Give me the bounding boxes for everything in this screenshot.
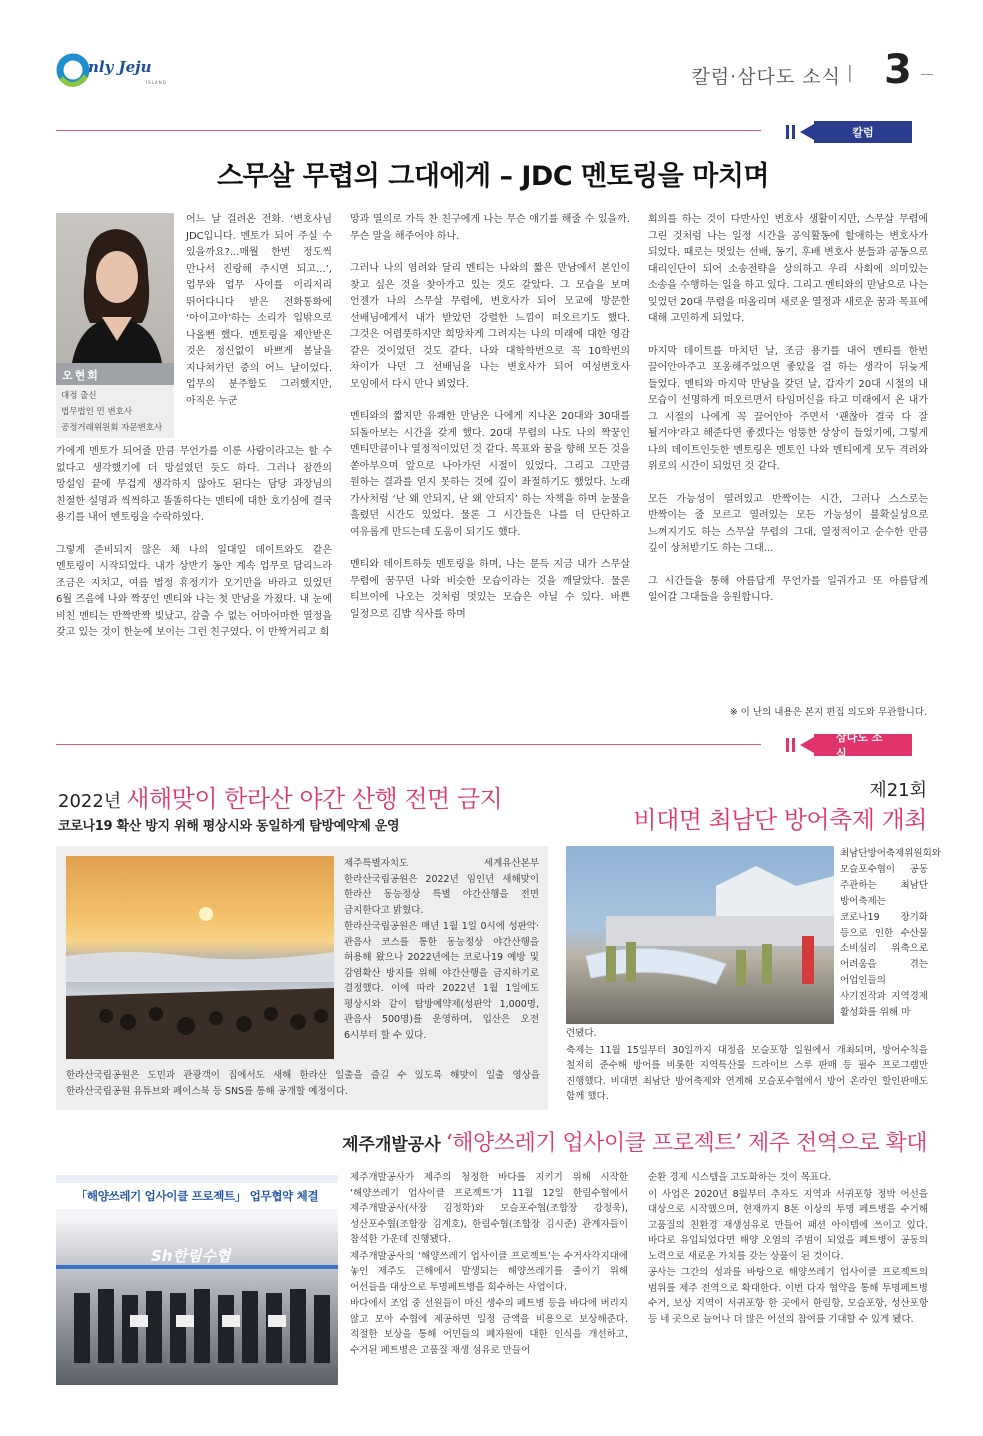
festival-parade-icon <box>566 846 834 1024</box>
masthead-logo <box>56 48 196 90</box>
article3-paragraph: 바다에서 조업 중 선원들이 마신 생수의 페트병 등을 바다에 버리지 않고 모아 수협에 제공하면 일정 금액을 비용으로 보상해준다. 적절한 보상을 통해 어민들의 폐자원에 대한 인식을 개선하고, 수거된 페트병은 고품질 재생 섬유로 만들어 <box>350 1298 628 1356</box>
article3-paragraph: 제주개발공사가 제주의 청정한 바다를 지키기 위해 시작한 ‘해양쓰레기 업사이클 프로젝트’가 11월 12일 한림수협에서 제주개발공사(사장 김정학)와 모슬포수협(조합장 강정욱), 성산포수협(조합장 김계호), 한림수협(조합장 김시준) 관계자들이 참석한 가운데 진행됐다. <box>350 1172 628 1245</box>
article1-bottom-text: 한라산국립공원은 도민과 관광객이 집에서도 새해 한라산 일출을 즐길 수 있도록 해맞이 일출 영상을 한라산국립공원 유튜브와 페이스북 등 SNS를 통해 공개할 예정이다. <box>66 1070 540 1097</box>
article3-org: 제주개발공사 <box>342 1135 441 1155</box>
column-tag-label: 칼럼 <box>814 121 912 143</box>
article1-title: 새해맞이 한라산 야간 산행 전면 금지 <box>126 785 503 813</box>
news-rule <box>56 744 761 745</box>
author-bio-line: 공정거래위원회 자문변호사 <box>61 423 163 433</box>
article3-paragraph: 순환 경제 시스템을 고도화하는 것이 목표다. <box>648 1172 832 1183</box>
article1-side-text <box>344 856 539 1066</box>
article1-paragraph: 제주특별자치도 세계유산본부 한라산국립공원은 2022년 임인년 새해맞이 한라산 동능정상 특별 야간산행을 전면 금지한다고 밝혔다. <box>344 858 539 916</box>
author-name: 오현희 <box>62 369 100 382</box>
column-text-col3 <box>648 212 928 700</box>
header-right-rule <box>921 74 933 75</box>
article1-headline <box>58 779 502 814</box>
article2-title: 비대면 최남단 방어축제 개최 <box>633 806 927 834</box>
column-paragraph: 멘티와 데이트하듯 멘토링을 하며, 나는 문득 지금 내가 스무살 무렵에 꿈꾸던 나와 비슷한 모습이라는 것을 깨달았다. 물론 티브이에 나오는 것처럼 멋있는 모습은 아닐 수 있다. 바쁜 일정으로 김밥 식사를 하며 <box>350 559 630 620</box>
article3-photo <box>56 1175 338 1385</box>
article3-title: ‘해양쓰레기 업사이클 프로젝트’ 제주 전역으로 확대 <box>445 1131 927 1156</box>
column-paragraph: 마지막 데이트를 마치던 날, 조금 용기를 내어 멘티를 한번 끌어안아주고 포옹해주었으면 좋았을 걸 하는 생각이 뒤늦게 들었다. 멘티와 마지막 만남을 갖던 날, 갑자기 20대 시절의 내 모습이 선명하게 떠오르면서 타임머신을 타고 미래에서 온 내가 그 시절의 나에게 꼭 끌어안아 주면서 ‘괜찮아 결국 다 잘 될거야’라고 해준다면 좋겠다는 엉뚱한 상상이 들었기에, 그렇게 나의 데이트인듯한 멘토링은 멘토인 나와 멘티에게 모두 격려와 위로의 시간이 되었던 것 같다. <box>648 345 928 472</box>
article1-subhead: 코로나19 확산 방지 위해 평상시와 동일하게 탐방예약제 운영 <box>58 819 400 834</box>
news-tag <box>786 731 912 760</box>
article3-paragraph: 제주개발공사의 ‘해양쓰레기 업사이클 프로젝트’는 수거사각지대에 놓인 제주도 근해에서 발생되는 해양쓰레기를 줄이기 위해 어선들을 대상으로 투명페트병을 회수하는 사업이다. <box>350 1250 628 1293</box>
article3-paragraph: 공사는 그간의 성과를 바탕으로 해양쓰레기 업사이클 프로젝트의 범위를 제주 전역으로 확대한다. 이번 다자 협약을 통해 투명페트병 수거, 보상 지역이 서귀포항 한 곳에서 한림항, 모슬포항, 성산포항 등 네 곳으로 늘어나 더 많은 어선의 참여를 기대할 수 있게 됐다. <box>648 1267 928 1325</box>
article2-side-text: 최남단방어축제위원회와 모슬포수협이 공동 주관하는 최남단 방어축제는 코로나19 장기화 등으로 인한 수산물 소비심리 위축으로 어려움을 겪는 어업인들의 사기진작과 지역경제 활성화를 위해 마 <box>840 848 941 1019</box>
column-paragraph: 멘티와의 짧지만 유쾌한 만남은 나에게 지나온 20대와 30대를 되돌아보는 시간을 갖게 했다. 20대 무렵의 나도 나의 짝꿍인 멘티만큼이나 열정적이었던 것 같다. 목표와 꿈을 향해 모든 것을 쏟아부으며 앞으로 나아가던 시절이 있었다. 그리고 그만큼 원하는 결과를 얻지 못하는 것에 깊이 좌절하기도 했었다. 노래 가사처럼 ‘난 왜 안되지, 난 왜 안되지’ 하는 자책을 하며 눈물을 흘렸던 시간도 있었다. 물론 그 시간들은 나를 더 단단하고 여유롭게 만드는데 도움이 되기도 했다. <box>350 411 630 538</box>
page-number: 3 <box>884 47 912 93</box>
author-bio-line: 법무법인 민 변호사 <box>61 407 133 417</box>
section-title: 칼럼·삼다도 소식 <box>691 66 841 88</box>
article1-photo <box>66 856 334 1059</box>
article1-year: 2022년 <box>58 791 122 812</box>
article3-photo-sign: Sh한림수협 <box>151 1247 231 1265</box>
column-paragraph: 그러나 나의 염려와 달리 멘티는 나와의 짧은 만남에서 본인이 찾고 싶은 것을 찾아가고 있는 것도 같았다. 그 모습을 보며 언젠가 나의 스무살 무렵에, 변호사가 되어 모교에 방문한 선배님에게서 내가 받았던 강렬한 느낌이 떠오르기도 했다. 그것은 어렴풋하지만 희망차게 그려지는 나의 미래에 대한 영감 같은 것이었던 것도 같다. 나와 대학학번으로 꼭 10학번의 차이가 나던 그 선배님을 나는 변호사가 되어 여성변호사 모임에서 다시 만나 뵈었다. <box>350 263 630 390</box>
column-title: 스무살 무렵의 그대에게 – JDC 멘토링을 마치며 <box>216 161 770 192</box>
article3-col2 <box>648 1170 928 1382</box>
column-paragraph: 회의를 하는 것이 다반사인 변호사 생활이지만, 스무살 무렵에 그린 것처럼 나는 일정 시간을 공익활동에 할애하는 변호사가 되었다. 때로는 멋있는 선배, 동기, 후배 변호사 분들과 공동으로 대리인단이 되어 소송전략을 상의하고 우리 사회에 의미있는 소송을 수행하는 일을 하고 있다. 그리고 멘티와의 만남으로 나는 잊었던 20대 무렵을 떠올리며 새로운 열정과 새로운 꿈과 목표에 대해 고민하게 되었다. <box>648 214 928 324</box>
news-tag-label: 삼다도 소식 <box>814 734 912 756</box>
column-tag <box>786 121 912 143</box>
section-separator: | <box>847 63 853 83</box>
article3-paragraph: 이 사업은 2020년 8월부터 추자도 지역과 서귀포항 정박 어선을 대상으로 시작했으며, 현재까지 8톤 이상의 투명 페트병을 수거해 고품질의 친환경 재생섬유로 만들어 패션 아이템에 쓰이고 있다. 바다로 유입되었다면 해양 오염의 주범이 되었을 폐트병이 공동의 노력으로 새로운 가치를 갖는 상품이 된 것이다. <box>648 1188 928 1262</box>
article3-banner-text: 「해양쓰레기 업사이클 프로젝트」 업무협약 체결 <box>75 1189 319 1203</box>
tag-bars-icon <box>786 738 798 752</box>
article3-headline <box>342 1126 927 1157</box>
header-rule <box>56 130 761 131</box>
article2-bottom-text <box>566 1026 928 1106</box>
author-portrait-icon <box>56 213 174 363</box>
article2-paragraph: 축제는 11월 15일부터 30일까지 대정읍 모슬포항 일원에서 개최되며, 방어수칙을 철저히 준수해 방어를 비롯한 지역특산물 드라이브 스루 판매 등 필수 프로그램만 진행했다. 비대면 최남단 방어축제와 연계해 모슬포수협에서 방어 온라인 할인판매도 함께 했다. <box>566 1044 928 1102</box>
signing-ceremony-icon <box>56 1175 338 1385</box>
column-paragraph: 가에게 멘토가 되어줄 만큼 무언가를 이룬 사람이라고는 할 수 없다고 생각했기에 더 망설였던 듯도 하다. 그러나 잠깐의 망설임 끝에 무겁게 생각하지 않아도 된다는 담당 과장님의 친절한 설명과 씩씩하고 똘똘하다는 멘티에 대한 호기심에 결국 용기를 내어 멘토링을 수락하였다. <box>56 446 332 523</box>
article3-col1 <box>350 1170 628 1382</box>
megaphone-icon <box>800 124 814 140</box>
column-paragraph: 모든 가능성이 열려있고 반짝이는 시간, 그러나 스스로는 반짝이는 줄 모르고 열려있는 모든 가능성이 불확실성으로 느껴지기도 하는 스무살 무렵의 그대, 열정적이고 순수한 만큼 깊이 상처받기도 하는 그대... <box>648 493 928 554</box>
column-paragraph: 그렇게 준비되지 않은 채 나의 일대일 데이트와도 같은 멘토링이 시작되었다. 내가 상반기 동안 계속 업무로 답리느라 조금은 지치고, 여름 법정 휴정기가 오기만을 바라고 있었던 6월 즈음에 나와 짝꿍인 멘티와 나는 첫 만남을 가졌다. 내 눈에 비친 멘티는 반짝반짝 빛났고, 감출 수 없는 어마어마한 열정을 갖고 있는 것이 한눈에 보이는 그런 친구였다. 이 반짝거리고 희 <box>56 544 332 638</box>
author-bio <box>56 385 174 438</box>
column-text-wrap: 어느 날 걸려온 전화. ‘변호사님 JDC입니다. 멘토가 되어 주실 수 있을까요?...매월 한번 정도씩 만나서 진랑해 주시면 되고...’, 업무와 업무 사이를 이리저리 뛰어다니다 받은 전화통화에 ‘아이고야’하는 소리가 입밖으로 나올뻔 했다. 멘토링을 제안받은 것은 정신없이 바쁘게 봄날을 지나쳐가던 중의 어느 날이었다. 업무의 분주함도 그러했지만, 아직은 누군 <box>186 214 332 407</box>
author-bio-line: 대정 출신 <box>61 391 97 401</box>
column-paragraph: 그 시간들을 통해 아름답게 무언가를 일궈가고 또 아름답게 일어갈 그대들을 응원합니다. <box>648 575 928 603</box>
logo-subtext: ISLAND <box>146 80 167 85</box>
column-disclaimer: ※ 이 난의 내용은 본지 편집 의도와 무관합니다. <box>729 707 927 718</box>
column-paragraph: 망과 열의로 가득 찬 친구에게 나는 무슨 얘기를 해줄 수 있을까. 무슨 말을 해주어야 하나. <box>350 214 630 242</box>
column-text-col1 <box>56 444 332 718</box>
sunrise-crowd-icon <box>66 856 334 1059</box>
tag-bars-icon <box>786 125 798 139</box>
article1-paragraph: 한라산국립공원은 매년 1월 1일 0시에 성판악·관음사 코스를 통한 동능정상 야간산행을 허용해 왔으나 2022년에는 코로나19 예방 및 감염확산 방지를 위해 야간산행을 금지하기로 결정했다. 이에 따라 2022년 1월 1일에도 평상시와 같이 탐방예약제(성판악 1,000명, 관음사 500명)를 운영하며, 입산은 오전 6시부터 할 수 있다. <box>344 921 539 1041</box>
author-photo <box>56 213 174 363</box>
logo-text: nly Jeju <box>88 58 152 76</box>
column-text-col2 <box>350 212 630 718</box>
article2-edition: 제21회 <box>869 780 927 801</box>
megaphone-icon <box>800 737 814 753</box>
article2-paragraph: 련됐다. <box>566 1028 597 1039</box>
article2-photo <box>566 846 834 1024</box>
